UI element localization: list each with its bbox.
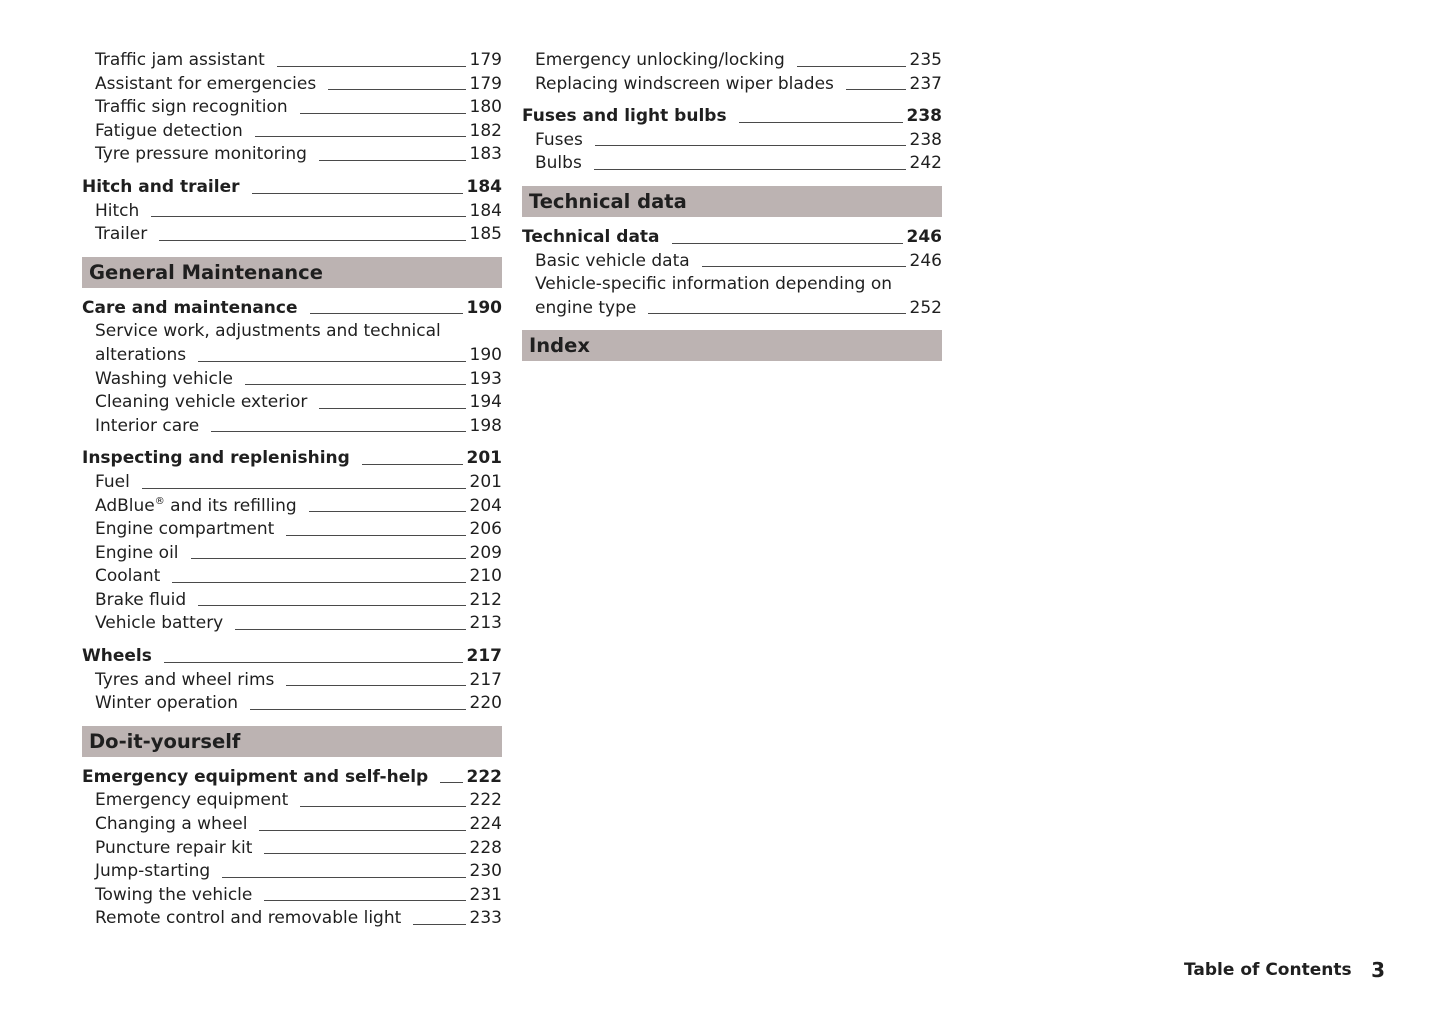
toc-entry-tyres-and-wheel-rims[interactable] <box>82 669 502 693</box>
toc-entry-label-text: Replacing windscreen wiper blades <box>535 73 834 94</box>
footer-title: Table of Contents <box>1184 960 1352 980</box>
toc-entry-label <box>95 391 307 415</box>
toc-page-number: 179 <box>469 50 502 70</box>
dot-leader <box>211 431 465 432</box>
toc-entry-label-text: Cleaning vehicle exterior <box>95 392 308 413</box>
toc-entry-label-text: Engine compartment <box>95 519 275 540</box>
toc-entry-label <box>535 49 785 73</box>
toc-page-number: 206 <box>469 519 502 540</box>
dot-leader <box>198 361 465 362</box>
toc-entry-label-text: Emergency unlocking/locking <box>535 50 785 70</box>
toc-entry-label-text: Assistant for emergencies <box>95 73 317 94</box>
toc-entry-trailer[interactable] <box>82 223 502 247</box>
toc-entry-label <box>535 152 582 176</box>
toc-entry-label <box>95 49 265 73</box>
dot-leader <box>672 243 903 244</box>
toc-entry-label-text: Puncture repair kit <box>95 837 253 858</box>
dot-leader <box>164 662 463 663</box>
toc-entry-label <box>95 200 139 224</box>
toc-entry-engine-compartment[interactable] <box>82 518 502 542</box>
toc-page-number: 252 <box>909 297 942 318</box>
toc-page-number: 233 <box>469 908 502 929</box>
toc-entry-towing-the-vehicle[interactable] <box>82 884 502 908</box>
toc-page-number: 190 <box>466 297 502 318</box>
toc-entry-engine-oil[interactable] <box>82 542 502 566</box>
registered-mark: ® <box>154 495 165 507</box>
dot-leader <box>259 830 465 831</box>
toc-entry-label: Service work, adjustments and technical <box>95 321 441 342</box>
toc-page-number: 184 <box>466 176 502 197</box>
dot-leader <box>300 806 465 807</box>
toc-entry-label <box>95 565 160 589</box>
dot-leader <box>310 313 463 314</box>
dot-leader <box>286 685 465 686</box>
toc-entry-label-text: Tyres and wheel rims <box>95 669 275 690</box>
toc-page-number: 222 <box>466 766 502 787</box>
toc-page-number: 194 <box>469 392 502 413</box>
toc-entry-label <box>95 542 179 566</box>
toc-chapter-fuses-and-light-bulbs[interactable] <box>522 105 942 129</box>
toc-page-number: 193 <box>469 368 502 389</box>
toc-entry-label-text: Vehicle battery <box>95 613 224 634</box>
dot-leader <box>191 558 466 559</box>
toc-entry-label-text: Fatigue detection <box>95 120 243 141</box>
toc-entry-label-text: Basic vehicle data <box>535 250 690 271</box>
toc-page-number: 204 <box>469 495 502 516</box>
toc-entry-label-text: Washing vehicle <box>95 368 234 389</box>
dot-leader <box>286 535 465 536</box>
toc-entry-label <box>95 96 288 120</box>
toc-entry-line2 <box>95 344 502 368</box>
toc-page-number: 224 <box>469 814 502 835</box>
dot-leader <box>413 924 465 925</box>
dot-leader <box>440 782 462 783</box>
dot-leader <box>595 145 906 146</box>
toc-entry-washing-vehicle[interactable] <box>82 368 502 392</box>
toc-entry-label <box>535 250 690 274</box>
dot-leader <box>235 629 465 630</box>
toc-entry-remote-control-and-removable-light[interactable] <box>82 907 502 931</box>
toc-entry-label <box>95 471 130 495</box>
toc-entry-label-text: Towing the vehicle <box>95 884 253 905</box>
toc-entry-label <box>95 143 307 167</box>
toc-entry-label <box>535 129 583 153</box>
section-heading-technical-data: Technical data <box>522 186 942 217</box>
dot-leader <box>648 313 905 314</box>
dot-leader <box>142 488 466 489</box>
toc-entry-label <box>82 645 152 669</box>
toc-entry-brake-fluid[interactable] <box>82 589 502 613</box>
toc-page-number: 237 <box>909 73 942 94</box>
toc-chapter-hitch-and-trailer[interactable] <box>82 176 502 200</box>
toc-entry-label-text: Jump-starting <box>95 861 211 882</box>
toc-entry-vehicle-specific-information-depending-on-engine-type[interactable] <box>522 273 942 320</box>
toc-page-number: 220 <box>469 693 502 714</box>
toc-page-number: 182 <box>469 120 502 141</box>
dot-leader <box>797 66 906 67</box>
toc-page-number: 185 <box>469 224 502 245</box>
toc-page-number: 217 <box>469 669 502 690</box>
toc-chapter-inspecting-and-replenishing[interactable] <box>82 447 502 471</box>
toc-entry-emergency-equipment[interactable] <box>82 789 502 813</box>
toc-entry-label <box>95 884 252 908</box>
toc-entry-label-text: Technical data <box>522 226 660 247</box>
dot-leader <box>702 266 906 267</box>
toc-entry-label <box>95 495 297 519</box>
toc-entry-label-text: Trailer <box>95 224 148 245</box>
toc-entry-label <box>95 589 186 613</box>
toc-entry-interior-care[interactable] <box>82 415 502 439</box>
toc-entry-label-text: Remote control and removable light <box>95 908 402 929</box>
toc-entry-label-text: Coolant <box>95 566 161 587</box>
section-heading-do-it-yourself: Do-it-yourself <box>82 726 502 757</box>
toc-page-number: 212 <box>469 589 502 610</box>
toc-page-number: 246 <box>906 226 942 247</box>
toc-entry-cleaning-vehicle-exterior[interactable] <box>82 391 502 415</box>
toc-entry-label-text: Winter operation <box>95 693 239 714</box>
toc-entry-label-continued: engine type <box>535 297 637 318</box>
toc-page-number: 201 <box>469 471 502 492</box>
toc-entry-fuses[interactable] <box>522 129 942 153</box>
toc-entry-bulbs[interactable] <box>522 152 942 176</box>
toc-entry-winter-operation[interactable] <box>82 692 502 716</box>
toc-entry-label <box>95 518 274 542</box>
toc-page-number: 230 <box>469 861 502 882</box>
toc-entry-emergency-unlocking-locking[interactable] <box>522 49 942 73</box>
toc-entry-label-text: Brake fluid <box>95 589 187 610</box>
toc-entry-hitch[interactable] <box>82 200 502 224</box>
toc-entry-label <box>95 692 238 716</box>
toc-entry-label <box>522 105 727 129</box>
toc-entry-line2 <box>535 297 942 321</box>
toc-entry-label <box>95 368 233 392</box>
page-number: 3 <box>1371 958 1385 982</box>
toc-entry-label <box>95 612 223 636</box>
toc-page-number: 238 <box>909 129 942 150</box>
toc-entry-label-text: Fuses and light bulbs <box>522 106 727 127</box>
toc-page-number: 228 <box>469 837 502 858</box>
dot-leader <box>250 709 465 710</box>
toc-entry-label <box>95 120 243 144</box>
toc-entry-label-text: Traffic sign recognition <box>95 97 288 118</box>
toc-entry-label: Vehicle-specific information depending on <box>535 274 893 295</box>
toc-entry-tyre-pressure-monitoring[interactable] <box>82 143 502 167</box>
toc-entry-label-continued: alterations <box>95 344 187 365</box>
dot-leader <box>319 160 466 161</box>
toc-entry-assistant-for-emergencies[interactable] <box>82 73 502 97</box>
toc-entry-label <box>535 73 834 97</box>
dot-leader <box>846 89 906 90</box>
toc-page-number: 235 <box>909 50 942 70</box>
dot-leader <box>252 193 463 194</box>
dot-leader <box>300 113 466 114</box>
toc-entry-traffic-jam-assistant[interactable] <box>82 49 502 73</box>
toc-entry-label-rest: and its refilling <box>164 495 297 516</box>
toc-page-number: 210 <box>469 566 502 587</box>
toc-entry-label-text: Changing a wheel <box>95 814 248 835</box>
toc-page-number: 198 <box>469 415 502 436</box>
toc-page-number: 209 <box>469 542 502 563</box>
dot-leader <box>328 89 465 90</box>
toc-entry-label-text: Traffic jam assistant <box>95 50 265 70</box>
toc-column-left <box>82 49 502 931</box>
toc-column-right <box>522 49 942 370</box>
dot-leader <box>319 408 465 409</box>
toc-page-number: 238 <box>906 106 942 127</box>
page-footer <box>1184 958 1385 982</box>
toc-entry-adblue-and-its-refilling[interactable] <box>82 495 502 519</box>
toc-entry-label <box>82 766 428 790</box>
toc-entry-label <box>95 907 401 931</box>
dot-leader <box>245 384 466 385</box>
toc-entry-label-text: Emergency equipment <box>95 790 289 811</box>
toc-entry-label <box>95 669 274 693</box>
dot-leader <box>594 169 906 170</box>
toc-entry-label-text: Care and maintenance <box>82 297 298 318</box>
toc-entry-label <box>82 297 298 321</box>
dot-leader <box>309 511 466 512</box>
toc-page-number: 246 <box>909 250 942 271</box>
toc-entry-label <box>95 789 288 813</box>
toc-entry-basic-vehicle-data[interactable] <box>522 250 942 274</box>
toc-entry-puncture-repair-kit[interactable] <box>82 837 502 861</box>
toc-entry-label <box>522 226 660 250</box>
toc-entry-label-text: Hitch <box>95 200 140 221</box>
toc-entry-label-text: Interior care <box>95 415 200 436</box>
toc-page-number: 183 <box>469 144 502 165</box>
toc-entry-fatigue-detection[interactable] <box>82 120 502 144</box>
toc-entry-label-text: Tyre pressure monitoring <box>95 144 307 165</box>
toc-entry-label <box>95 813 247 837</box>
toc-entry-label <box>82 447 350 471</box>
toc-entry-label-text: Fuel <box>95 471 130 492</box>
dot-leader <box>277 66 466 67</box>
dot-leader <box>172 582 465 583</box>
toc-entry-fuel[interactable] <box>82 471 502 495</box>
toc-chapter-wheels[interactable] <box>82 645 502 669</box>
toc-entry-jump-starting[interactable] <box>82 860 502 884</box>
toc-entry-label-text: Wheels <box>82 646 152 667</box>
toc-entry-label <box>82 176 240 200</box>
toc-page-number: 242 <box>909 153 942 174</box>
toc-chapter-technical-data[interactable] <box>522 226 942 250</box>
toc-page-number: 213 <box>469 613 502 634</box>
dot-leader <box>159 240 465 241</box>
toc-page-number: 222 <box>469 790 502 811</box>
toc-chapter-care-and-maintenance[interactable] <box>82 297 502 321</box>
toc-page-number: 184 <box>469 200 502 221</box>
toc-entry-label-text: Bulbs <box>535 153 582 174</box>
dot-leader <box>222 877 465 878</box>
section-heading-index: Index <box>522 330 942 361</box>
toc-page-number: 201 <box>466 448 502 469</box>
toc-chapter-emergency-equipment-and-self-help[interactable] <box>82 766 502 790</box>
toc-entry-label-text: AdBlue <box>95 495 155 516</box>
toc-entry-vehicle-battery[interactable] <box>82 612 502 636</box>
toc-entry-label <box>95 223 147 247</box>
toc-entry-label <box>95 73 316 97</box>
toc-entry-label <box>95 860 210 884</box>
dot-leader <box>255 136 466 137</box>
toc-entry-label-text: Inspecting and replenishing <box>82 448 350 469</box>
dot-leader <box>362 464 463 465</box>
dot-leader <box>264 900 465 901</box>
toc-entry-label-text: Engine oil <box>95 542 179 563</box>
section-heading-general-maintenance: General Maintenance <box>82 257 502 288</box>
toc-entry-label-text: Fuses <box>535 129 583 150</box>
toc-entry-changing-a-wheel[interactable] <box>82 813 502 837</box>
toc-entry-label-text: Hitch and trailer <box>82 176 240 197</box>
toc-entry-traffic-sign-recognition[interactable] <box>82 96 502 120</box>
dot-leader <box>151 216 465 217</box>
toc-entry-service-work-adjustments-and-technical-alterations[interactable] <box>82 320 502 367</box>
dot-leader <box>264 853 465 854</box>
toc-page-number: 180 <box>469 97 502 118</box>
toc-page-number: 179 <box>469 73 502 94</box>
dot-leader <box>739 122 903 123</box>
toc-page-number: 190 <box>469 344 502 365</box>
toc-page-number: 231 <box>469 884 502 905</box>
toc-entry-label <box>95 837 252 861</box>
toc-page-number: 217 <box>466 646 502 667</box>
toc-entry-label-text: Emergency equipment and self-help <box>82 766 429 787</box>
toc-entry-coolant[interactable] <box>82 565 502 589</box>
toc-entry-replacing-windscreen-wiper-blades[interactable] <box>522 73 942 97</box>
dot-leader <box>198 605 465 606</box>
toc-entry-label <box>95 415 199 439</box>
